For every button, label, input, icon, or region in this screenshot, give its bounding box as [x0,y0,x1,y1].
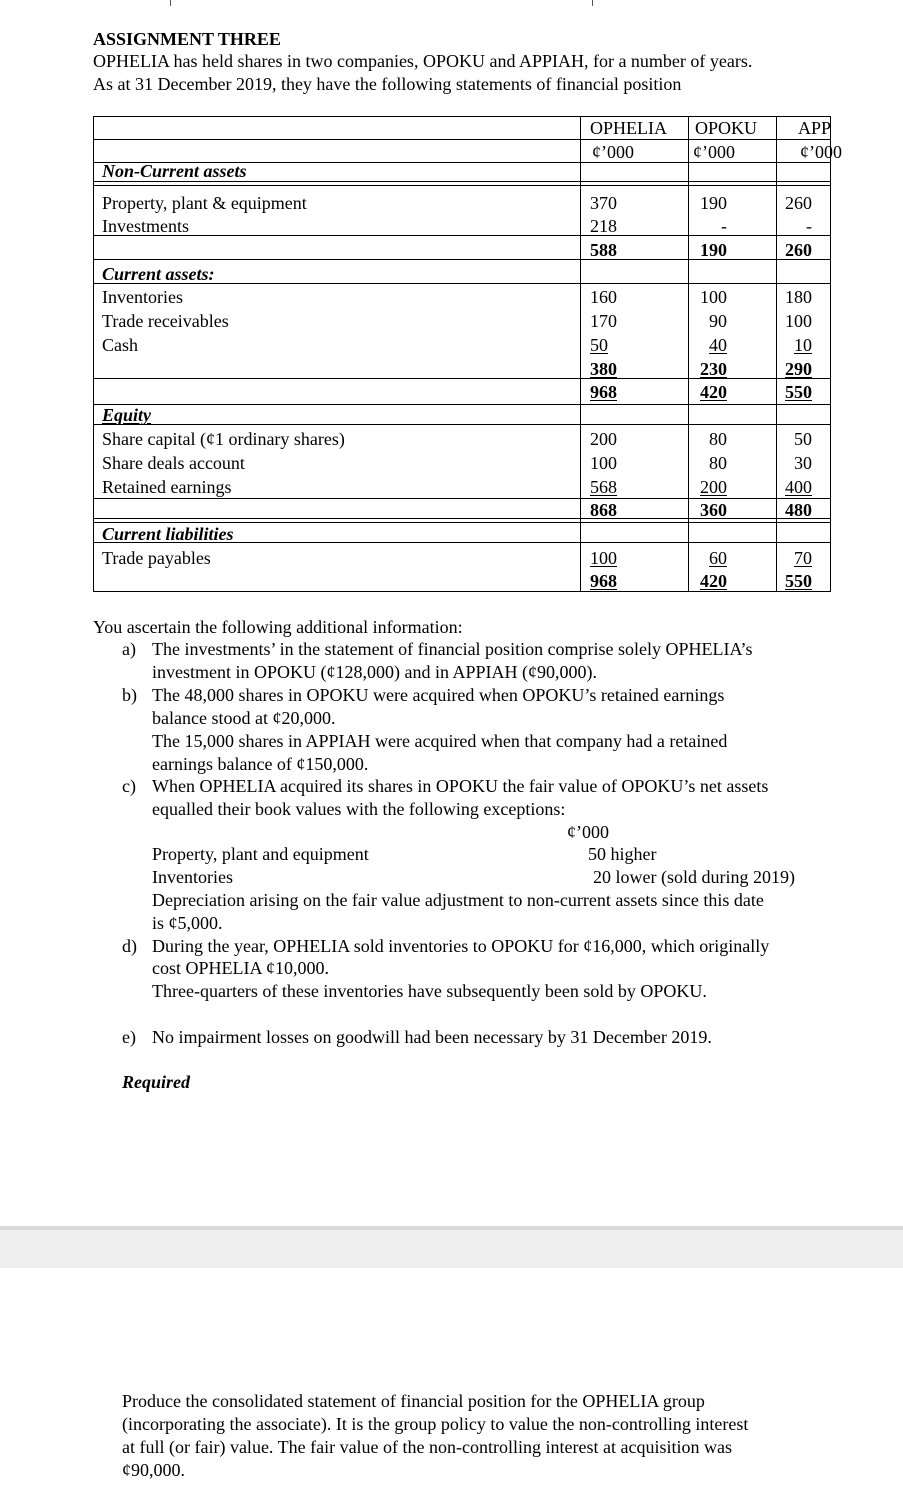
table-cell: 420 [700,571,727,591]
table-cell: 550 [785,571,812,591]
table-cell: 160 [590,287,617,307]
table-cell: 420 [700,382,727,402]
table-cell: 568 [590,477,617,497]
row-label: Inventories [102,287,183,307]
row-label: Trade payables [102,548,211,568]
item-label: d) [122,936,137,956]
item-a-text: The investments’ in the statement of financial position comprise solely OPHELIA’s [152,639,753,659]
table-column-line [93,116,94,592]
exception-label: Property, plant and equipment [152,844,369,864]
exception-value: 20 lower (sold during 2019) [593,867,795,887]
row-label: Property, plant & equipment [102,193,307,213]
table-row-line [93,404,831,405]
table-cell: 868 [590,500,617,520]
item-b-text: earnings balance of ¢150,000. [152,754,369,774]
table-row-line [93,424,831,425]
page-title: ASSIGNMENT THREE [93,29,281,49]
table-cell: 30 [794,453,812,473]
section-heading: Current liabilities [102,524,234,544]
exceptions-unit: ¢’000 [567,822,609,842]
item-d-text: During the year, OPHELIA sold inventories to OPOKU for ¢16,000, which originally [152,936,770,956]
item-e-text: No impairment losses on goodwill had been necessary by 31 December 2019. [152,1027,712,1047]
column-header: APP [798,118,832,138]
table-cell: 480 [785,500,812,520]
item-b-text: balance stood at ¢20,000. [152,708,336,728]
table-column-line [580,116,581,592]
task-text: ¢90,000. [122,1460,185,1480]
table-cell: 170 [590,311,617,331]
item-c-text: is ¢5,000. [152,913,223,933]
item-d-text: Three-quarters of these inventories have subsequently been sold by OPOKU. [152,981,707,1001]
page-break [0,1230,903,1268]
table-cell: 360 [700,500,727,520]
table-column-line [688,116,689,592]
table-cell: - [721,216,727,236]
section-heading: Equity [102,405,152,425]
table-cell: 80 [709,453,727,473]
item-a-text: investment in OPOKU (¢128,000) and in APPIAH (¢90,000). [152,662,597,682]
item-b-text: The 15,000 shares in APPIAH were acquired when that company had a retained [152,731,728,751]
table-row-line [93,185,831,186]
row-label: Cash [102,335,138,355]
table-cell: 100 [590,548,617,568]
page-edge-mark [592,0,593,6]
item-c-text: Depreciation arising on the fair value adjustment to non-current assets since this date [152,890,764,910]
item-label: b) [122,685,137,705]
table-cell: 50 [590,335,608,355]
table-column-line [830,116,831,592]
table-cell: 370 [590,193,617,213]
financial-position-table [93,116,842,592]
table-cell: - [806,216,812,236]
table-cell: 190 [700,193,727,213]
column-unit: ¢’000 [693,142,735,162]
table-column-line [776,116,777,592]
task-text: at full (or fair) value. The fair value of the non-controlling interest at acquisition was [122,1437,732,1457]
row-label: Trade receivables [102,311,229,331]
table-cell: 180 [785,287,812,307]
column-unit: ¢’000 [592,142,634,162]
task-text: (incorporating the associate). It is the group policy to value the non-controlling interest [122,1414,749,1434]
item-b-text: The 48,000 shares in OPOKU were acquired when OPOKU’s retained earnings [152,685,725,705]
table-cell: 190 [700,240,727,260]
table-cell: 40 [709,335,727,355]
table-cell: 230 [700,359,727,379]
item-label: c) [122,776,136,796]
row-label: Share capital (¢1 ordinary shares) [102,429,345,449]
table-cell: 400 [785,477,812,497]
table-cell: 100 [700,287,727,307]
table-cell: 80 [709,429,727,449]
table-cell: 60 [709,548,727,568]
table-cell: 100 [590,453,617,473]
section-heading: Current assets: [102,264,215,284]
item-c-text: When OPHELIA acquired its shares in OPOKU the fair value of OPOKU’s net assets [152,776,769,796]
intro-line: OPHELIA has held shares in two companies, OPOKU and APPIAH, for a number of years. [93,51,753,71]
table-cell: 218 [590,216,617,236]
table-cell: 290 [785,359,812,379]
exception-label: Inventories [152,867,233,887]
section-heading: Non-Current assets [102,161,247,181]
column-unit: ¢’000 [800,142,842,162]
info-intro: You ascertain the following additional information: [93,617,463,637]
table-cell: 50 [794,429,812,449]
table-cell: 100 [785,311,812,331]
table-cell: 200 [590,429,617,449]
table-cell: 260 [785,240,812,260]
row-label: Investments [102,216,189,236]
item-d-text: cost OPHELIA ¢10,000. [152,958,329,978]
exception-value: 50 higher [588,844,657,864]
table-cell: 588 [590,240,617,260]
page-edge-mark [170,0,171,6]
column-header: OPOKU [695,118,758,138]
intro-line: As at 31 December 2019, they have the following statements of financial position [93,74,682,94]
table-cell: 550 [785,382,812,402]
table-cell: 380 [590,359,617,379]
table-row-line [93,139,831,140]
column-header: OPHELIA [590,118,667,138]
table-cell: 70 [794,548,812,568]
row-label: Retained earnings [102,477,232,497]
table-cell: 10 [794,335,812,355]
table-cell: 968 [590,382,617,402]
item-c-text: equalled their book values with the following exceptions: [152,799,566,819]
task-text: Produce the consolidated statement of financial position for the OPHELIA group [122,1391,705,1411]
table-cell: 968 [590,571,617,591]
table-cell: 200 [700,477,727,497]
item-label: a) [122,639,136,659]
row-label: Share deals account [102,453,245,473]
item-label: e) [122,1027,136,1047]
required-heading: Required [122,1072,191,1092]
table-cell: 90 [709,311,727,331]
table-cell: 260 [785,193,812,213]
